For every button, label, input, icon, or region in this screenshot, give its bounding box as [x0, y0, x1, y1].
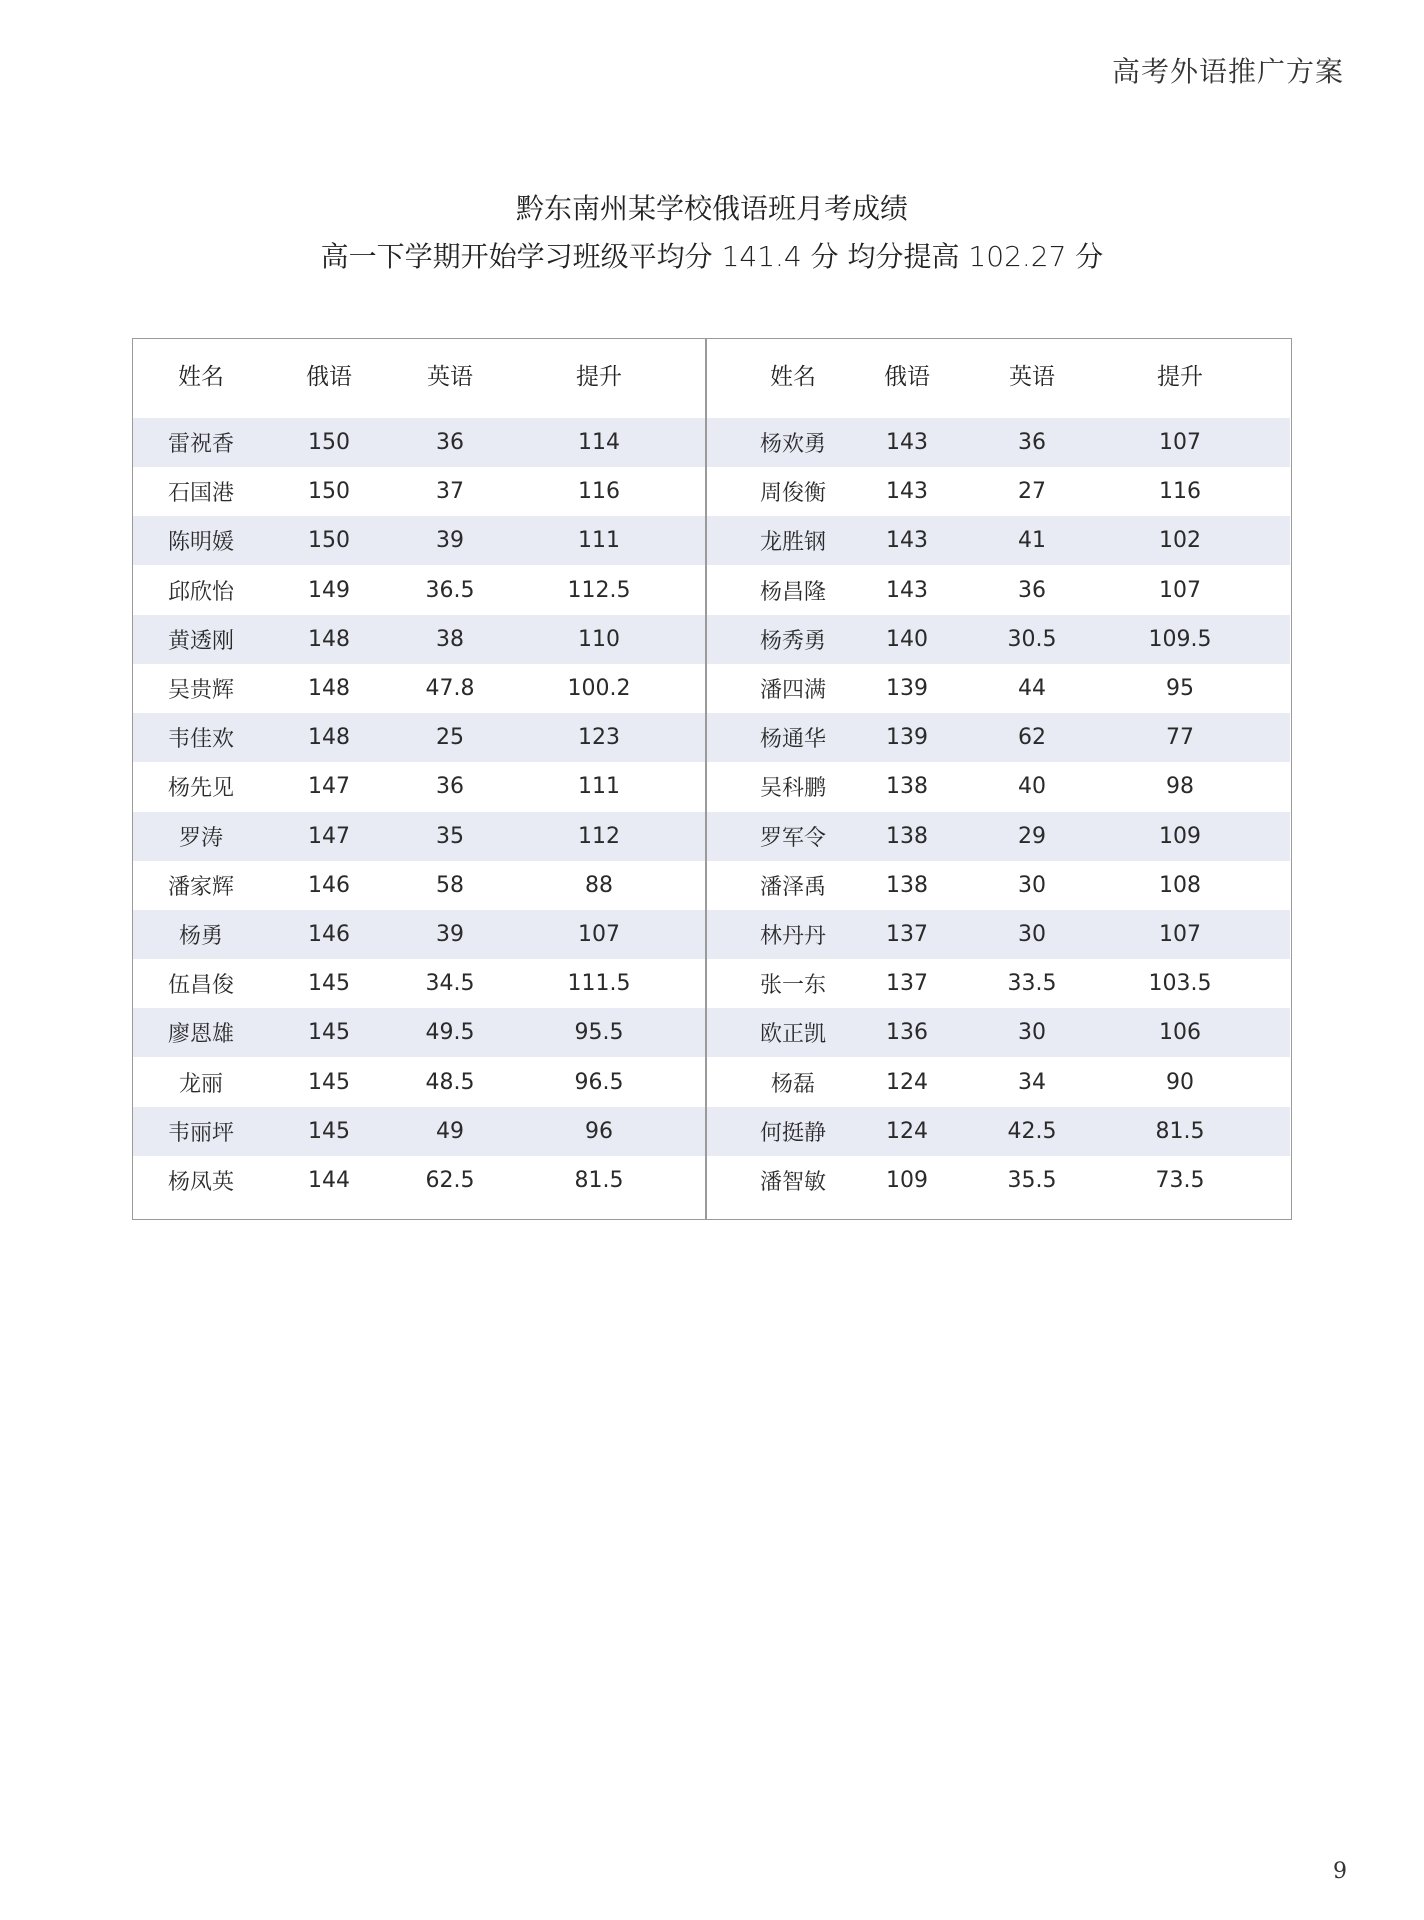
column-header-name: 姓名 — [770, 363, 816, 390]
cell-english: 44 — [1018, 676, 1046, 701]
cell-name: 潘泽禹 — [759, 874, 827, 900]
cell-english: 37 — [436, 479, 464, 505]
cell-english: 62.5 — [425, 1168, 475, 1193]
table-row — [133, 566, 705, 615]
column-header-russian: 俄语 — [884, 363, 930, 390]
cell-english: 29 — [1018, 823, 1046, 849]
column-header-improvement: 提升 — [576, 363, 622, 390]
cell-russian: 137 — [886, 971, 928, 997]
cell-english: 47.8 — [425, 676, 475, 701]
cell-russian: 149 — [308, 577, 350, 603]
cell-name: 杨秀勇 — [759, 628, 827, 654]
cell-russian: 124 — [886, 1118, 928, 1144]
cell-russian: 143 — [886, 528, 928, 554]
table-row — [133, 861, 705, 910]
cell-name: 潘家辉 — [167, 874, 235, 900]
cell-english: 25 — [436, 725, 464, 751]
cell-improvement: 116 — [578, 479, 620, 505]
table-row — [707, 1156, 1290, 1205]
cell-english: 30 — [1018, 872, 1046, 898]
cell-name: 廖恩雄 — [167, 1022, 235, 1048]
score-table-right — [707, 339, 1290, 1219]
cell-russian: 146 — [308, 872, 350, 898]
cell-english: 27 — [1018, 479, 1046, 505]
cell-russian: 109 — [886, 1168, 928, 1193]
cell-russian: 145 — [308, 1069, 350, 1095]
cell-improvement: 116 — [1159, 479, 1201, 505]
cell-russian: 150 — [308, 528, 350, 554]
table-row — [133, 418, 705, 467]
cell-improvement: 98 — [1166, 774, 1194, 800]
cell-improvement: 114 — [578, 430, 620, 455]
cell-improvement: 88 — [585, 872, 613, 898]
cell-english: 48.5 — [425, 1069, 475, 1095]
cell-russian: 145 — [308, 1118, 350, 1144]
score-table — [132, 338, 1292, 1220]
cell-improvement: 73.5 — [1155, 1168, 1205, 1193]
cell-improvement: 111 — [578, 528, 620, 554]
cell-improvement: 108 — [1159, 872, 1201, 898]
cell-english: 40 — [1018, 774, 1046, 800]
cell-name: 林丹丹 — [759, 924, 827, 949]
cell-english: 62 — [1018, 725, 1046, 751]
table-row — [133, 1058, 705, 1107]
cell-improvement: 90 — [1166, 1069, 1194, 1095]
cell-english: 33.5 — [1007, 971, 1057, 997]
title-line-1: 黔东南州某学校俄语班月考成绩 — [515, 192, 908, 225]
cell-name: 韦丽坪 — [167, 1120, 235, 1146]
cell-english: 58 — [436, 872, 464, 898]
table-row — [133, 713, 705, 762]
table-row — [707, 812, 1290, 861]
cell-russian: 150 — [308, 479, 350, 505]
cell-english: 41 — [1018, 528, 1046, 554]
table-row — [707, 762, 1290, 811]
cell-improvement: 100.2 — [567, 676, 631, 701]
cell-name: 潘智敏 — [759, 1170, 827, 1195]
cell-russian: 138 — [886, 872, 928, 898]
cell-english: 49.5 — [425, 1020, 475, 1046]
column-header-english: 英语 — [427, 363, 473, 390]
table-row — [707, 615, 1290, 664]
cell-name: 罗军令 — [759, 825, 827, 851]
table-row — [707, 1008, 1290, 1057]
cell-russian: 146 — [308, 922, 350, 947]
table-row — [133, 1107, 705, 1156]
cell-improvement: 96 — [585, 1118, 613, 1144]
cell-improvement: 107 — [1159, 922, 1201, 947]
table-row — [707, 1058, 1290, 1107]
cell-english: 39 — [436, 528, 464, 554]
table-row — [133, 664, 705, 713]
cell-name: 石国港 — [167, 481, 235, 507]
cell-english: 34 — [1018, 1069, 1046, 1095]
cell-russian: 147 — [308, 774, 350, 800]
table-row — [707, 664, 1290, 713]
cell-russian: 148 — [308, 725, 350, 751]
cell-english: 38 — [436, 626, 464, 652]
cell-improvement: 102 — [1159, 528, 1201, 554]
cell-english: 30.5 — [1007, 626, 1057, 652]
cell-name: 邱欣怡 — [167, 579, 235, 605]
cell-improvement: 106 — [1159, 1020, 1201, 1046]
cell-name: 韦佳欢 — [167, 727, 235, 753]
cell-russian: 143 — [886, 479, 928, 505]
cell-russian: 137 — [886, 922, 928, 947]
cell-improvement: 96.5 — [574, 1069, 624, 1095]
cell-name: 杨欢勇 — [759, 432, 827, 457]
cell-improvement: 81.5 — [1155, 1118, 1205, 1144]
table-row — [133, 1156, 705, 1205]
table-row — [133, 516, 705, 565]
cell-russian: 139 — [886, 725, 928, 751]
cell-russian: 150 — [308, 430, 350, 455]
cell-russian: 124 — [886, 1069, 928, 1095]
table-row — [707, 467, 1290, 516]
cell-improvement: 109 — [1159, 823, 1201, 849]
cell-name: 杨通华 — [759, 727, 827, 753]
cell-russian: 143 — [886, 430, 928, 455]
cell-russian: 147 — [308, 823, 350, 849]
table-row — [707, 1107, 1290, 1156]
cell-name: 杨凤英 — [167, 1170, 235, 1195]
cell-russian: 136 — [886, 1020, 928, 1046]
cell-english: 34.5 — [425, 971, 475, 997]
cell-english: 36 — [1018, 577, 1046, 603]
cell-name: 雷祝香 — [167, 432, 235, 457]
cell-name: 罗涛 — [178, 825, 224, 851]
cell-improvement: 111 — [578, 774, 620, 800]
cell-russian: 138 — [886, 774, 928, 800]
table-header-right — [707, 339, 1290, 409]
cell-name: 吴贵辉 — [167, 678, 235, 703]
cell-english: 36 — [436, 430, 464, 455]
cell-russian: 138 — [886, 823, 928, 849]
cell-name: 周俊衡 — [759, 481, 827, 507]
cell-name: 杨昌隆 — [759, 579, 827, 605]
column-header-improvement: 提升 — [1157, 363, 1203, 390]
cell-name: 张一东 — [759, 973, 827, 999]
cell-russian: 139 — [886, 676, 928, 701]
cell-improvement: 95.5 — [574, 1020, 624, 1046]
cell-improvement: 95 — [1166, 676, 1194, 701]
table-row — [707, 910, 1290, 959]
table-row — [133, 959, 705, 1008]
table-row — [133, 910, 705, 959]
column-header-english: 英语 — [1009, 363, 1055, 390]
cell-improvement: 123 — [578, 725, 620, 751]
table-title — [0, 185, 1424, 281]
cell-improvement: 107 — [578, 922, 620, 947]
cell-english: 36 — [436, 774, 464, 800]
cell-name: 杨先见 — [167, 776, 235, 802]
running-header: 高考外语推广方案 — [1111, 55, 1344, 88]
cell-english: 35.5 — [1007, 1168, 1057, 1193]
cell-name: 潘四满 — [759, 678, 827, 703]
table-row — [133, 615, 705, 664]
title-line-2: 高一下学期开始学习班级平均分 141.4 分 均分提高 102.27 分 — [320, 240, 1104, 273]
cell-name: 杨勇 — [178, 924, 224, 949]
cell-english: 30 — [1018, 1020, 1046, 1046]
cell-name: 吴科鹏 — [759, 776, 827, 802]
cell-name: 杨磊 — [770, 1071, 816, 1097]
cell-english: 36.5 — [425, 577, 475, 603]
table-row — [133, 812, 705, 861]
cell-improvement: 112.5 — [567, 577, 631, 603]
cell-russian: 140 — [886, 626, 928, 652]
cell-english: 39 — [436, 922, 464, 947]
cell-improvement: 107 — [1159, 577, 1201, 603]
cell-russian: 148 — [308, 626, 350, 652]
cell-english: 35 — [436, 823, 464, 849]
table-row — [707, 566, 1290, 615]
cell-improvement: 110 — [578, 626, 620, 652]
cell-english: 30 — [1018, 922, 1046, 947]
table-row — [707, 959, 1290, 1008]
table-row — [707, 418, 1290, 467]
cell-english: 36 — [1018, 430, 1046, 455]
cell-improvement: 109.5 — [1148, 626, 1212, 652]
cell-name: 龙胜钢 — [759, 530, 827, 556]
cell-improvement: 103.5 — [1148, 971, 1212, 997]
cell-russian: 145 — [308, 971, 350, 997]
cell-english: 42.5 — [1007, 1118, 1057, 1144]
table-row — [707, 713, 1290, 762]
cell-name: 黄透刚 — [167, 628, 235, 654]
cell-english: 49 — [436, 1118, 464, 1144]
table-row — [707, 861, 1290, 910]
cell-improvement: 112 — [578, 823, 620, 849]
cell-name: 陈明媛 — [167, 530, 235, 556]
table-row — [707, 516, 1290, 565]
cell-name: 伍昌俊 — [167, 973, 235, 999]
cell-name: 欧正凯 — [759, 1022, 827, 1048]
cell-name: 龙丽 — [178, 1071, 224, 1097]
cell-russian: 148 — [308, 676, 350, 701]
column-header-name: 姓名 — [178, 363, 224, 390]
cell-improvement: 81.5 — [574, 1168, 624, 1193]
cell-improvement: 77 — [1166, 725, 1194, 751]
cell-improvement: 107 — [1159, 430, 1201, 455]
table-row — [133, 467, 705, 516]
table-row — [133, 1008, 705, 1057]
cell-russian: 143 — [886, 577, 928, 603]
cell-russian: 145 — [308, 1020, 350, 1046]
column-header-russian: 俄语 — [306, 363, 352, 390]
cell-name: 何挺静 — [759, 1120, 827, 1146]
cell-russian: 144 — [308, 1168, 350, 1193]
table-header-left — [133, 339, 705, 409]
cell-improvement: 111.5 — [567, 971, 631, 997]
page-number: 9 — [1333, 1859, 1347, 1884]
score-table-left — [133, 339, 705, 1219]
table-row — [133, 762, 705, 811]
